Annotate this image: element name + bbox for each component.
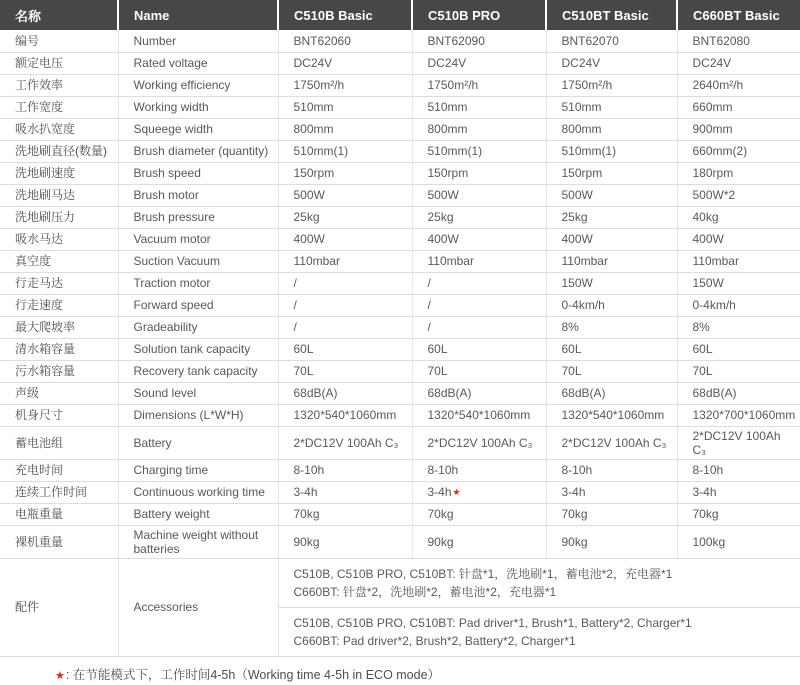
spec-label-en: Vacuum motor bbox=[118, 228, 278, 250]
header-label-en: Name bbox=[118, 0, 278, 30]
accessories-label-cn: 配件 bbox=[0, 558, 118, 656]
spec-value: 1750m²/h bbox=[412, 74, 546, 96]
spec-value: 1750m²/h bbox=[546, 74, 677, 96]
spec-value: 8-10h bbox=[677, 459, 800, 481]
spec-value: 110mbar bbox=[677, 250, 800, 272]
spec-value: 70kg bbox=[278, 503, 412, 525]
spec-value: 800mm bbox=[412, 118, 546, 140]
table-row bbox=[0, 294, 800, 316]
spec-value: 90kg bbox=[412, 525, 546, 558]
spec-value: 150W bbox=[677, 272, 800, 294]
spec-label-cn: 吸水扒宽度 bbox=[0, 118, 118, 140]
spec-label-en: Continuous working time bbox=[118, 481, 278, 503]
spec-value: 1750m²/h bbox=[278, 74, 412, 96]
spec-label-cn: 连续工作时间 bbox=[0, 481, 118, 503]
table-row bbox=[0, 52, 800, 74]
spec-value: 68dB(A) bbox=[278, 382, 412, 404]
accessories-line: C510B, C510B PRO, C510BT: 针盘*1，洗地刷*1，蓄电池*2，充电器*1 bbox=[294, 565, 793, 583]
table-row bbox=[0, 140, 800, 162]
spec-rows bbox=[0, 30, 800, 558]
spec-value: 25kg bbox=[278, 206, 412, 228]
table-row bbox=[0, 206, 800, 228]
spec-value: 150rpm bbox=[412, 162, 546, 184]
header-product-c510b-pro: C510B PRO bbox=[412, 0, 546, 30]
spec-value: 25kg bbox=[546, 206, 677, 228]
spec-value: 110mbar bbox=[412, 250, 546, 272]
spec-label-en: Squeege width bbox=[118, 118, 278, 140]
header-product-c510bt-basic: C510BT Basic bbox=[546, 0, 677, 30]
spec-value: 500W bbox=[412, 184, 546, 206]
spec-label-en: Machine weight without batteries bbox=[118, 525, 278, 558]
spec-value: / bbox=[412, 294, 546, 316]
spec-value: DC24V bbox=[278, 52, 412, 74]
table-row bbox=[0, 250, 800, 272]
spec-value: 68dB(A) bbox=[412, 382, 546, 404]
spec-value: 3-4h★ bbox=[412, 481, 546, 503]
spec-value: 3-4h bbox=[278, 481, 412, 503]
spec-value: 70L bbox=[412, 360, 546, 382]
spec-label-en: Brush motor bbox=[118, 184, 278, 206]
spec-value: 90kg bbox=[546, 525, 677, 558]
spec-value: 150W bbox=[546, 272, 677, 294]
spec-value: 110mbar bbox=[546, 250, 677, 272]
accessories-line: C660BT: Pad driver*2, Brush*2, Battery*2, Charger*1 bbox=[294, 632, 793, 650]
spec-value: / bbox=[278, 272, 412, 294]
spec-label-en: Traction motor bbox=[118, 272, 278, 294]
spec-value: BNT62090 bbox=[412, 30, 546, 52]
spec-value: 510mm(1) bbox=[278, 140, 412, 162]
spec-value: 180rpm bbox=[677, 162, 800, 184]
table-row bbox=[0, 272, 800, 294]
spec-label-cn: 污水箱容量 bbox=[0, 360, 118, 382]
table-header bbox=[0, 0, 800, 30]
spec-label-en: Battery weight bbox=[118, 503, 278, 525]
spec-value: / bbox=[278, 316, 412, 338]
spec-value: 60L bbox=[677, 338, 800, 360]
spec-value: 500W bbox=[546, 184, 677, 206]
header-product-c510b-basic: C510B Basic bbox=[278, 0, 412, 30]
spec-value: BNT62080 bbox=[677, 30, 800, 52]
spec-value: DC24V bbox=[546, 52, 677, 74]
spec-label-cn: 清水箱容量 bbox=[0, 338, 118, 360]
spec-value: 510mm bbox=[412, 96, 546, 118]
spec-value: 68dB(A) bbox=[677, 382, 800, 404]
header-row bbox=[0, 0, 800, 30]
eco-note-star-icon: ★ bbox=[453, 487, 461, 497]
spec-label-en: Dimensions (L*W*H) bbox=[118, 404, 278, 426]
table-row bbox=[0, 96, 800, 118]
spec-label-cn: 工作宽度 bbox=[0, 96, 118, 118]
spec-label-cn: 编号 bbox=[0, 30, 118, 52]
spec-label-en: Number bbox=[118, 30, 278, 52]
spec-value: 110mbar bbox=[278, 250, 412, 272]
spec-value: 400W bbox=[412, 228, 546, 250]
spec-label-en: Brush pressure bbox=[118, 206, 278, 228]
spec-value: 60L bbox=[278, 338, 412, 360]
spec-value: 800mm bbox=[546, 118, 677, 140]
accessories-values bbox=[278, 558, 800, 656]
spec-value: 800mm bbox=[278, 118, 412, 140]
spec-label-en: Rated voltage bbox=[118, 52, 278, 74]
table-row bbox=[0, 459, 800, 481]
spec-value: 100kg bbox=[677, 525, 800, 558]
spec-value: / bbox=[278, 294, 412, 316]
spec-value: 510mm(1) bbox=[546, 140, 677, 162]
spec-value: 90kg bbox=[278, 525, 412, 558]
spec-label-cn: 行走速度 bbox=[0, 294, 118, 316]
spec-label-cn: 电瓶重量 bbox=[0, 503, 118, 525]
spec-value: 25kg bbox=[412, 206, 546, 228]
spec-value: 8-10h bbox=[278, 459, 412, 481]
accessories-row bbox=[0, 558, 800, 656]
table-row bbox=[0, 118, 800, 140]
spec-value: 8-10h bbox=[546, 459, 677, 481]
table-row bbox=[0, 338, 800, 360]
spec-label-en: Suction Vacuum bbox=[118, 250, 278, 272]
spec-value: 2640m²/h bbox=[677, 74, 800, 96]
header-label-cn: 名称 bbox=[0, 0, 118, 30]
table-row bbox=[0, 404, 800, 426]
spec-value: 0-4km/h bbox=[677, 294, 800, 316]
spec-value: 40kg bbox=[677, 206, 800, 228]
table-row bbox=[0, 316, 800, 338]
footnote bbox=[0, 666, 800, 685]
footnote-star-icon: ★ bbox=[55, 670, 65, 682]
spec-value: 400W bbox=[546, 228, 677, 250]
spec-value: 70kg bbox=[546, 503, 677, 525]
spec-value: 2*DC12V 100Ah C₃ bbox=[278, 426, 412, 459]
spec-value: BNT62060 bbox=[278, 30, 412, 52]
table-row bbox=[0, 184, 800, 206]
spec-value: 400W bbox=[278, 228, 412, 250]
spec-value: 2*DC12V 100Ah C₃ bbox=[677, 426, 800, 459]
spec-value: DC24V bbox=[412, 52, 546, 74]
spec-value: DC24V bbox=[677, 52, 800, 74]
accessories-label-en: Accessories bbox=[118, 558, 278, 656]
spec-value: 400W bbox=[677, 228, 800, 250]
spec-value: 510mm(1) bbox=[412, 140, 546, 162]
table-row bbox=[0, 481, 800, 503]
table-row bbox=[0, 525, 800, 558]
table-row bbox=[0, 426, 800, 459]
table-row bbox=[0, 162, 800, 184]
accessories-line: C510B, C510B PRO, C510BT: Pad driver*1, Brush*1, Battery*2, Charger*1 bbox=[294, 614, 793, 632]
spec-value: 150rpm bbox=[278, 162, 412, 184]
spec-label-en: Brush diameter (quantity) bbox=[118, 140, 278, 162]
table-row bbox=[0, 228, 800, 250]
spec-label-en: Solution tank capacity bbox=[118, 338, 278, 360]
spec-label-cn: 裸机重量 bbox=[0, 525, 118, 558]
spec-value: 500W bbox=[278, 184, 412, 206]
spec-value: 8-10h bbox=[412, 459, 546, 481]
spec-value: 68dB(A) bbox=[546, 382, 677, 404]
spec-value: 660mm(2) bbox=[677, 140, 800, 162]
spec-value: 70kg bbox=[412, 503, 546, 525]
spec-value: 2*DC12V 100Ah C₃ bbox=[546, 426, 677, 459]
spec-label-en: Working efficiency bbox=[118, 74, 278, 96]
spec-value: 1320*540*1060mm bbox=[278, 404, 412, 426]
spec-label-cn: 充电时间 bbox=[0, 459, 118, 481]
table-row bbox=[0, 382, 800, 404]
table-row bbox=[0, 503, 800, 525]
spec-value: / bbox=[412, 316, 546, 338]
spec-value: 900mm bbox=[677, 118, 800, 140]
spec-label-cn: 真空度 bbox=[0, 250, 118, 272]
spec-value: 150rpm bbox=[546, 162, 677, 184]
spec-value: 70L bbox=[278, 360, 412, 382]
spec-value: 1320*540*1060mm bbox=[412, 404, 546, 426]
spec-label-en: Working width bbox=[118, 96, 278, 118]
spec-label-cn: 最大爬坡率 bbox=[0, 316, 118, 338]
spec-value: 60L bbox=[412, 338, 546, 360]
spec-value: / bbox=[412, 272, 546, 294]
spec-label-en: Battery bbox=[118, 426, 278, 459]
spec-value: BNT62070 bbox=[546, 30, 677, 52]
table-row bbox=[0, 74, 800, 96]
spec-value: 3-4h bbox=[546, 481, 677, 503]
spec-value: 60L bbox=[546, 338, 677, 360]
spec-label-cn: 工作效率 bbox=[0, 74, 118, 96]
spec-label-cn: 额定电压 bbox=[0, 52, 118, 74]
spec-label-cn: 洗地刷压力 bbox=[0, 206, 118, 228]
spec-value: 510mm bbox=[546, 96, 677, 118]
spec-value: 0-4km/h bbox=[546, 294, 677, 316]
spec-label-cn: 吸水马达 bbox=[0, 228, 118, 250]
spec-value: 8% bbox=[546, 316, 677, 338]
accessories-block-en bbox=[279, 607, 800, 656]
spec-label-en: Sound level bbox=[118, 382, 278, 404]
accessories-block-cn bbox=[279, 559, 800, 607]
spec-label-cn: 机身尺寸 bbox=[0, 404, 118, 426]
spec-label-en: Brush speed bbox=[118, 162, 278, 184]
table-row bbox=[0, 30, 800, 52]
spec-label-en: Recovery tank capacity bbox=[118, 360, 278, 382]
spec-value: 510mm bbox=[278, 96, 412, 118]
spec-label-en: Forward speed bbox=[118, 294, 278, 316]
spec-label-en: Charging time bbox=[118, 459, 278, 481]
footnote-text: : 在节能模式下，工作时间4-5h（Working time 4-5h in ECO mode） bbox=[66, 668, 440, 682]
accessories-section bbox=[0, 558, 800, 656]
spec-label-cn: 洗地刷马达 bbox=[0, 184, 118, 206]
spec-value: 2*DC12V 100Ah C₃ bbox=[412, 426, 546, 459]
spec-value: 70kg bbox=[677, 503, 800, 525]
spec-label-cn: 行走马达 bbox=[0, 272, 118, 294]
spec-value: 70L bbox=[546, 360, 677, 382]
spec-value: 70L bbox=[677, 360, 800, 382]
table-row bbox=[0, 360, 800, 382]
header-product-c660bt-basic: C660BT Basic bbox=[677, 0, 800, 30]
spec-value: 500W*2 bbox=[677, 184, 800, 206]
spec-label-en: Gradeability bbox=[118, 316, 278, 338]
accessories-line: C660BT: 针盘*2，洗地刷*2，蓄电池*2，充电器*1 bbox=[294, 583, 793, 601]
spec-label-cn: 洗地刷速度 bbox=[0, 162, 118, 184]
spec-value: 1320*700*1060mm bbox=[677, 404, 800, 426]
spec-value: 8% bbox=[677, 316, 800, 338]
spec-label-cn: 洗地刷直径(数量) bbox=[0, 140, 118, 162]
spec-value: 660mm bbox=[677, 96, 800, 118]
spec-value: 3-4h bbox=[677, 481, 800, 503]
spec-value: 1320*540*1060mm bbox=[546, 404, 677, 426]
spec-label-cn: 声级 bbox=[0, 382, 118, 404]
spec-label-cn: 蓄电池组 bbox=[0, 426, 118, 459]
